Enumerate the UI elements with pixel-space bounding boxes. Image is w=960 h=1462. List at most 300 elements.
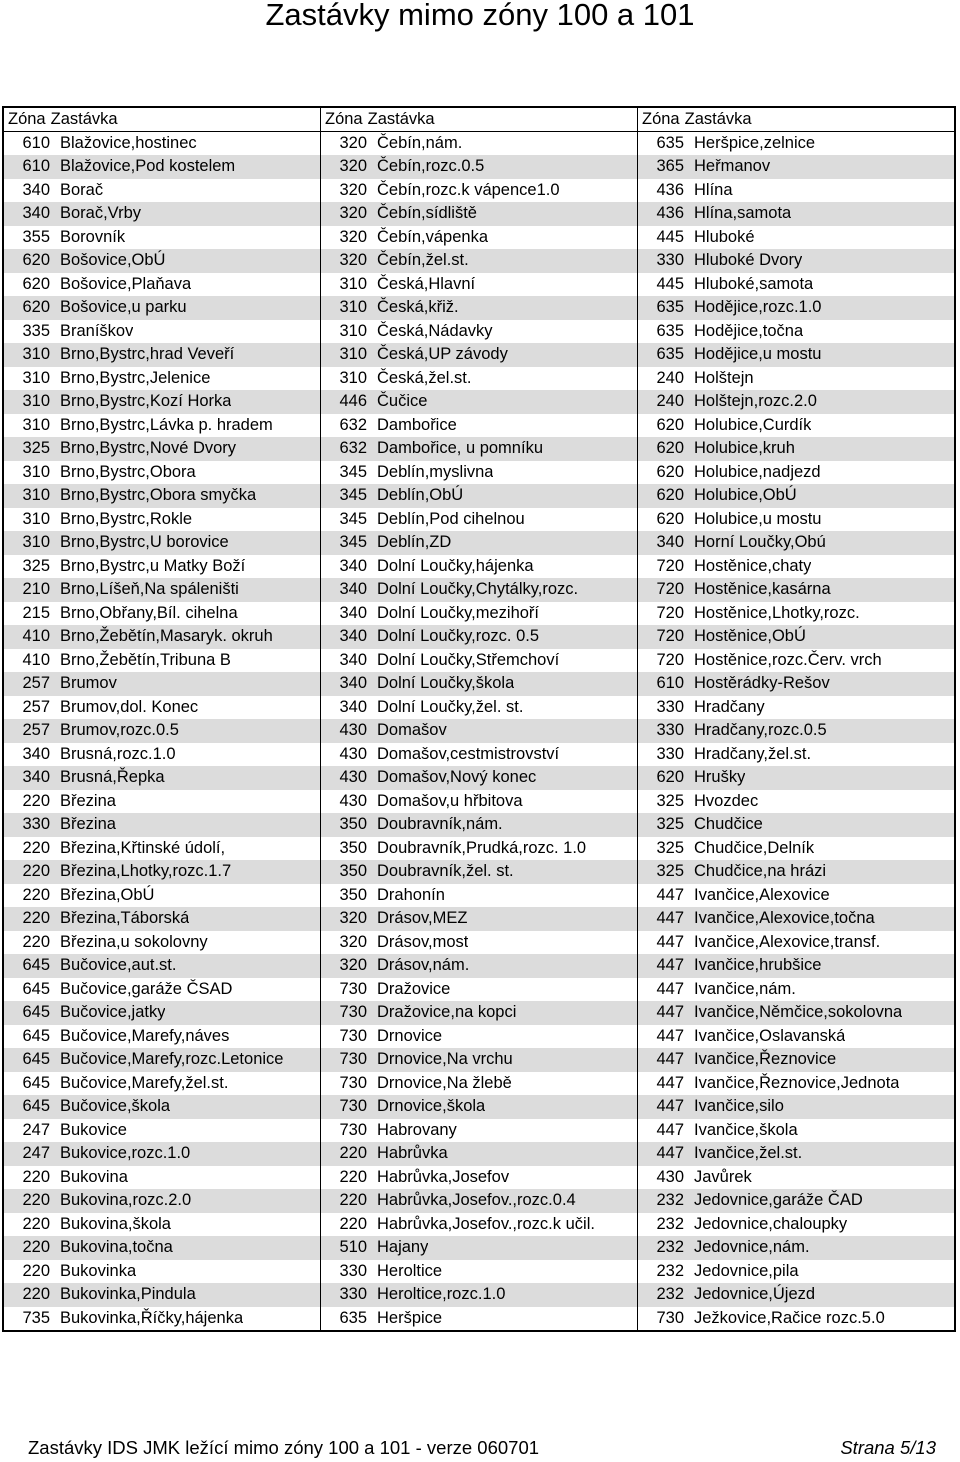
stop-name: Brno,Obřany,Bíl. cihelna (60, 603, 238, 622)
stop-name: Bukovina,rozc.2.0 (60, 1191, 192, 1209)
stop-cell (638, 649, 954, 673)
zone-number: 220 (22, 1285, 50, 1303)
stop-cell (4, 132, 321, 156)
stop-name: Čebín,nám. (377, 133, 463, 152)
zone-number: 365 (656, 157, 684, 175)
stop-cell (638, 696, 954, 720)
stop-cell (4, 766, 321, 790)
zone-number: 635 (339, 1308, 367, 1327)
table-row (4, 743, 954, 767)
zone-number: 345 (339, 462, 367, 481)
stop-cell (638, 672, 954, 696)
stop-name: Deblín,ObÚ (377, 486, 464, 504)
stop-name: Ivančice,Oslavanská (694, 1026, 846, 1045)
zone-number: 730 (339, 1003, 367, 1021)
stop-cell (638, 1283, 954, 1307)
zone-number: 325 (656, 862, 684, 880)
zone-number: 340 (656, 533, 684, 551)
stop-cell (4, 1260, 321, 1284)
stop-cell (321, 719, 638, 743)
stop-name: Hostěrádky-Rešov (694, 674, 830, 692)
zone-number: 220 (339, 1144, 367, 1162)
stop-cell (321, 1283, 638, 1307)
stop-cell (638, 155, 954, 179)
stop-cell (4, 202, 321, 226)
table-row (4, 625, 954, 649)
stop-cell (4, 978, 321, 1002)
zone-number: 220 (22, 885, 50, 904)
zone-number: 220 (339, 1214, 367, 1233)
stop-name: Bošovice,u parku (60, 298, 187, 316)
stop-cell (638, 1001, 954, 1025)
zone-number: 232 (656, 1285, 684, 1303)
stop-name: Bučovice,škola (60, 1097, 171, 1115)
table-row (4, 226, 954, 250)
stop-cell (638, 414, 954, 438)
stop-name: Bukovinka,Říčky,hájenka (60, 1308, 244, 1327)
zone-number: 330 (656, 744, 684, 763)
stop-cell (638, 1025, 954, 1049)
header-zone: Zóna (325, 110, 363, 128)
zone-number: 620 (22, 251, 50, 269)
header-group-3 (638, 108, 954, 131)
stop-cell (4, 1166, 321, 1190)
stop-cell (4, 155, 321, 179)
stop-name: Brusná,Řepka (60, 768, 165, 786)
table-row (4, 179, 954, 203)
zone-number: 620 (22, 298, 50, 316)
zone-number: 325 (22, 439, 50, 457)
stop-name: Brno,Bystrc,Nové Dvory (60, 439, 237, 457)
stop-cell (4, 907, 321, 931)
stop-cell (321, 1142, 638, 1166)
stop-cell (638, 555, 954, 579)
zone-number: 257 (22, 721, 50, 739)
stop-name: Bučovice,Marefy,rozc.Letonice (60, 1050, 284, 1068)
zone-number: 430 (656, 1167, 684, 1186)
stop-name: Bučovice,garáže ČSAD (60, 979, 233, 998)
stop-name: Hradčany (694, 697, 765, 716)
stop-name: Heroltice (377, 1261, 443, 1280)
zone-number: 720 (656, 603, 684, 622)
zone-number: 330 (656, 251, 684, 269)
stop-name: Hostěnice,Lhotky,rozc. (694, 603, 860, 622)
zone-number: 645 (22, 956, 50, 974)
zone-number: 430 (339, 721, 367, 739)
stop-cell (638, 1166, 954, 1190)
stop-name: Bučovice,jatky (60, 1003, 166, 1021)
stop-cell (638, 1189, 954, 1213)
zone-number: 310 (339, 298, 367, 316)
stop-name: Dolní Loučky,rozc. 0.5 (377, 627, 540, 645)
stop-cell (321, 155, 638, 179)
table-row (4, 602, 954, 626)
stop-cell (321, 813, 638, 837)
stop-cell (321, 1048, 638, 1072)
stop-name: Chudčice,na hrázi (694, 862, 827, 880)
zone-number: 620 (656, 509, 684, 528)
stop-cell (4, 531, 321, 555)
header-group-2 (321, 108, 638, 131)
stop-cell (4, 1213, 321, 1237)
stop-cell (4, 508, 321, 532)
zone-number: 340 (22, 768, 50, 786)
stop-cell (321, 1307, 638, 1331)
stop-cell (638, 320, 954, 344)
stop-name: Ivančice,Němčice,sokolovna (694, 1003, 903, 1021)
zone-number: 240 (656, 368, 684, 387)
zone-number: 620 (656, 415, 684, 434)
table-row (4, 1166, 954, 1190)
stop-name: Jedovnice,Újezd (694, 1285, 816, 1303)
stop-cell (321, 907, 638, 931)
zone-number: 620 (22, 274, 50, 293)
zone-number: 447 (656, 1003, 684, 1021)
table-header (4, 108, 954, 132)
table-row (4, 414, 954, 438)
zone-number: 447 (656, 956, 684, 974)
stop-cell (321, 249, 638, 273)
zone-number: 447 (656, 1120, 684, 1139)
stop-name: Doubravník,žel. st. (377, 862, 514, 880)
stop-name: Habrůvka,Josefov.,rozc.0.4 (377, 1191, 576, 1209)
stop-cell (638, 367, 954, 391)
zone-number: 257 (22, 697, 50, 716)
zone-number: 310 (22, 392, 50, 410)
stop-cell (321, 531, 638, 555)
stop-cell (638, 954, 954, 978)
zone-number: 730 (339, 1097, 367, 1115)
stop-name: Heroltice,rozc.1.0 (377, 1285, 506, 1303)
table-row (4, 578, 954, 602)
stop-name: Hvozdec (694, 791, 759, 810)
stop-cell (638, 813, 954, 837)
stop-name: Javůrek (694, 1167, 752, 1186)
header-group-1 (4, 108, 321, 131)
zone-number: 325 (656, 791, 684, 810)
stop-name: Ivančice,Alexovice (694, 885, 830, 904)
stop-cell (321, 931, 638, 955)
zone-number: 232 (656, 1214, 684, 1233)
stop-cell (4, 343, 321, 367)
stop-name: Chudčice,Delník (694, 838, 815, 857)
stop-name: Bučovice,aut.st. (60, 956, 177, 974)
stop-name: Bukovina,škola (60, 1214, 171, 1233)
zone-number: 355 (22, 227, 50, 246)
stop-name: Ivančice,žel.st. (694, 1144, 803, 1162)
zone-number: 240 (656, 392, 684, 410)
stop-name: Hradčany,žel.st. (694, 744, 812, 763)
stop-name: Březina (60, 791, 116, 810)
stop-name: Česká,Hlavní (377, 274, 476, 293)
zone-number: 730 (339, 979, 367, 998)
stop-name: Dolní Loučky,Chytálky,rozc. (377, 580, 579, 598)
stop-name: Hostěnice,rozc.Červ. vrch (694, 650, 882, 669)
zone-number: 730 (656, 1308, 684, 1327)
stop-name: Heršpice (377, 1308, 443, 1327)
stop-cell (638, 578, 954, 602)
zone-number: 220 (22, 1214, 50, 1233)
stop-name: Drahonín (377, 885, 445, 904)
stop-cell (321, 766, 638, 790)
stop-name: Brumov,rozc.0.5 (60, 721, 179, 739)
table-row (4, 884, 954, 908)
table-row (4, 1213, 954, 1237)
zone-number: 447 (656, 1144, 684, 1162)
zone-number: 350 (339, 885, 367, 904)
stop-cell (4, 954, 321, 978)
zone-number: 310 (22, 486, 50, 504)
stop-cell (321, 555, 638, 579)
zone-number: 340 (22, 180, 50, 199)
zone-number: 632 (339, 415, 367, 434)
stop-name: Česká,žel.st. (377, 368, 472, 387)
stop-cell (638, 602, 954, 626)
zone-number: 340 (339, 674, 367, 692)
zone-number: 447 (656, 1026, 684, 1045)
stop-cell (4, 649, 321, 673)
stop-name: Borač (60, 180, 104, 199)
zone-number: 335 (22, 321, 50, 340)
stop-name: Drásov,MEZ (377, 909, 468, 927)
zone-number: 325 (656, 838, 684, 857)
table-row (4, 813, 954, 837)
stop-cell (321, 202, 638, 226)
stop-name: Bučovice,Marefy,žel.st. (60, 1073, 229, 1092)
stop-name: Březina,Táborská (60, 909, 190, 927)
stop-name: Ivančice,Řeznovice,Jednota (694, 1073, 900, 1092)
table-row (4, 508, 954, 532)
zone-number: 320 (339, 956, 367, 974)
table-row (4, 1072, 954, 1096)
zone-number: 720 (656, 556, 684, 575)
zone-number: 340 (339, 697, 367, 716)
zone-number: 340 (339, 556, 367, 575)
zone-number: 340 (22, 744, 50, 763)
stop-cell (4, 625, 321, 649)
zone-number: 447 (656, 1073, 684, 1092)
stop-name: Hodějice,točna (694, 321, 804, 340)
zone-number: 645 (22, 1050, 50, 1068)
table-row (4, 531, 954, 555)
stop-cell (638, 390, 954, 414)
zone-number: 720 (656, 650, 684, 669)
stop-cell (638, 461, 954, 485)
page-title: Zastávky mimo zóny 100 a 101 (265, 0, 695, 32)
stop-cell (638, 625, 954, 649)
stop-cell (4, 1001, 321, 1025)
stop-cell (4, 390, 321, 414)
zone-number: 635 (656, 298, 684, 316)
stop-cell (321, 320, 638, 344)
stop-cell (638, 1142, 954, 1166)
zone-number: 430 (339, 768, 367, 786)
zone-number: 620 (656, 486, 684, 504)
stop-cell (321, 461, 638, 485)
zone-number: 730 (339, 1050, 367, 1068)
stop-cell (4, 602, 321, 626)
stop-name: Bukovina (60, 1167, 128, 1186)
stop-cell (638, 508, 954, 532)
stop-cell (321, 790, 638, 814)
zone-number: 410 (22, 627, 50, 645)
stop-cell (321, 132, 638, 156)
stop-name: Dambořice (377, 415, 457, 434)
zone-number: 430 (339, 791, 367, 810)
stop-name: Česká,UP závody (377, 345, 508, 363)
stop-name: Jedovnice,garáže ČAD (694, 1191, 863, 1209)
stop-name: Čučice (377, 392, 428, 410)
table-row (4, 1001, 954, 1025)
stop-name: Brno,Bystrc,Kozí Horka (60, 392, 232, 410)
zone-number: 345 (339, 533, 367, 551)
zone-number: 447 (656, 979, 684, 998)
zone-number: 320 (339, 204, 367, 222)
stop-name: Brno,Bystrc,U borovice (60, 533, 229, 551)
zone-number: 635 (656, 133, 684, 152)
stop-cell (321, 743, 638, 767)
stop-cell (638, 1213, 954, 1237)
table-row (4, 860, 954, 884)
stop-cell (321, 1095, 638, 1119)
table-row (4, 1189, 954, 1213)
stop-cell (321, 884, 638, 908)
stop-cell (321, 273, 638, 297)
stop-cell (638, 437, 954, 461)
stop-name: Brno,Bystrc,Lávka p. hradem (60, 415, 273, 434)
stop-cell (638, 743, 954, 767)
stop-name: Holubice,u mostu (694, 509, 822, 528)
stop-name: Hostěnice,kasárna (694, 580, 831, 598)
stop-name: Hostěnice,ObÚ (694, 627, 806, 645)
table-row (4, 296, 954, 320)
stop-cell (638, 790, 954, 814)
stop-cell (638, 1048, 954, 1072)
stop-cell (321, 1260, 638, 1284)
stop-cell (321, 672, 638, 696)
header-zone: Zóna (8, 110, 46, 128)
table-row (4, 649, 954, 673)
stop-cell (4, 884, 321, 908)
table-row (4, 837, 954, 861)
zone-number: 330 (656, 697, 684, 716)
zone-number: 340 (339, 580, 367, 598)
zone-number: 610 (656, 674, 684, 692)
stop-name: Brno,Žebětín,Masaryk. okruh (60, 627, 273, 645)
stop-cell (321, 602, 638, 626)
stop-name: Bukovinka,Pindula (60, 1285, 196, 1303)
stop-name: Borovník (60, 227, 126, 246)
zone-number: 320 (339, 133, 367, 152)
stop-name: Česká,křiž. (377, 298, 459, 316)
stop-name: Bukovice (60, 1120, 127, 1139)
stop-name: Hradčany,rozc.0.5 (694, 721, 827, 739)
zone-number: 310 (339, 368, 367, 387)
stop-name: Drnovice,Na žlebě (377, 1073, 512, 1092)
stop-name: Dambořice, u pomníku (377, 439, 543, 457)
stop-cell (4, 1142, 321, 1166)
stop-name: Doubravník,Prudká,rozc. 1.0 (377, 838, 587, 857)
table-row (4, 766, 954, 790)
stop-cell (321, 508, 638, 532)
table-row (4, 132, 954, 156)
stop-cell (638, 531, 954, 555)
table-row (4, 1283, 954, 1307)
zone-number: 632 (339, 439, 367, 457)
zone-number: 220 (22, 1238, 50, 1256)
stop-name: Doubravník,nám. (377, 815, 503, 833)
zone-number: 645 (22, 1026, 50, 1045)
zone-number: 645 (22, 1073, 50, 1092)
stop-name: Bukovinka (60, 1261, 137, 1280)
stop-name: Brumov,dol. Konec (60, 697, 199, 716)
zone-number: 330 (656, 721, 684, 739)
table-row (4, 155, 954, 179)
stop-name: Holubice,ObÚ (694, 486, 797, 504)
stop-name: Habrůvka,Josefov.,rozc.k učil. (377, 1214, 595, 1233)
zone-number: 645 (22, 979, 50, 998)
table-row (4, 1260, 954, 1284)
stop-cell (638, 296, 954, 320)
stop-cell (638, 1072, 954, 1096)
stop-name: Bukovina,točna (60, 1238, 173, 1256)
stop-name: Březina (60, 815, 116, 833)
zone-number: 447 (656, 1050, 684, 1068)
stop-cell (321, 578, 638, 602)
stop-cell (4, 931, 321, 955)
stop-name: Chudčice (694, 815, 763, 833)
stop-name: Hodějice,u mostu (694, 345, 822, 363)
stop-cell (4, 743, 321, 767)
zone-number: 247 (22, 1120, 50, 1139)
stop-name: Březina,Křtinské údolí, (60, 838, 226, 857)
zone-number: 340 (339, 650, 367, 669)
stop-name: Braníškov (60, 321, 134, 340)
zone-number: 345 (339, 509, 367, 528)
stop-cell (638, 860, 954, 884)
stop-name: Blažovice,Pod kostelem (60, 157, 236, 175)
stop-name: Čebín,žel.st. (377, 251, 469, 269)
stop-name: Domašov (377, 721, 447, 739)
zone-number: 320 (339, 251, 367, 269)
stop-cell (638, 1260, 954, 1284)
stop-cell (4, 696, 321, 720)
stop-name: Blažovice,hostinec (60, 133, 197, 152)
stop-cell (4, 837, 321, 861)
stop-name: Holubice,nadjezd (694, 462, 821, 481)
stop-cell (321, 954, 638, 978)
table-row (4, 273, 954, 297)
stop-cell (4, 249, 321, 273)
zone-number: 620 (656, 462, 684, 481)
stop-name: Dolní Loučky,Střemchoví (377, 650, 560, 669)
stop-name: Dražovice (377, 979, 451, 998)
stop-cell (638, 837, 954, 861)
stop-cell (321, 1072, 638, 1096)
stop-name: Hluboké,samota (694, 274, 814, 293)
stop-name: Domašov,u hřbitova (377, 791, 523, 810)
stop-name: Hluboké (694, 227, 755, 246)
stop-cell (4, 484, 321, 508)
stop-cell (638, 226, 954, 250)
zone-number: 232 (656, 1261, 684, 1280)
stop-name: Čebín,vápenka (377, 227, 488, 246)
stop-cell (4, 1048, 321, 1072)
stop-name: Hluboké Dvory (694, 251, 803, 269)
stop-cell (638, 343, 954, 367)
table-body (4, 132, 954, 1331)
stop-name: Dolní Loučky,škola (377, 674, 515, 692)
